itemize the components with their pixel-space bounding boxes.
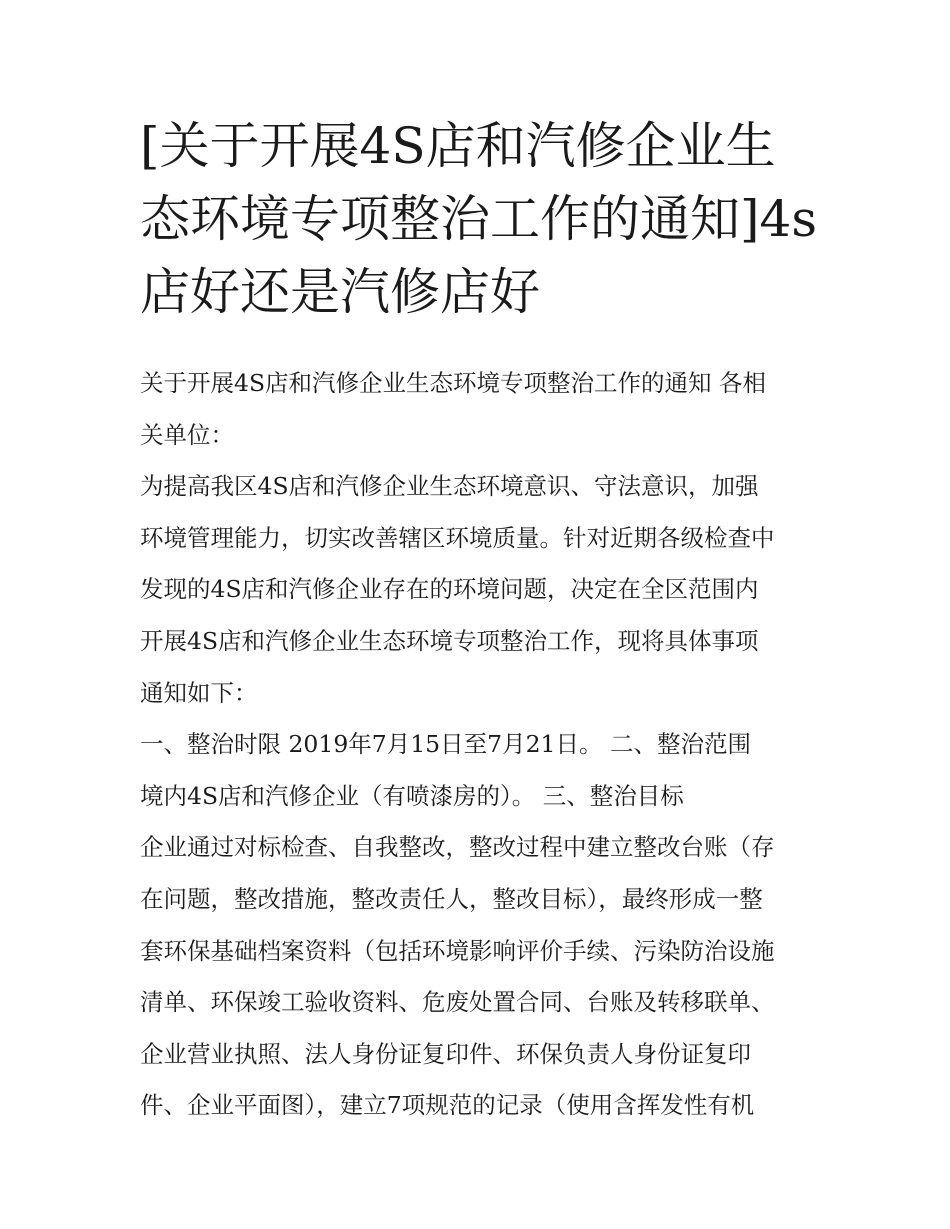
document-body: [140, 358, 830, 1132]
body-line: 清单、环保竣工验收资料、危废处置合同、台账及转移联单、: [140, 988, 775, 1017]
title-line: 态环境专项整治工作的通知]4s: [140, 190, 817, 248]
body-line: 开展4S店和汽修企业生态环境专项整治工作，现将具体事项: [140, 626, 759, 655]
document-title: [140, 110, 830, 329]
body-line: 件、企业平面图），建立7项规范的记录（使用含挥发性有机: [140, 1091, 755, 1120]
title-line: [关于开展4S店和汽修企业生: [140, 117, 776, 175]
body-line: 套环保基础档案资料（包括环境影响评价手续、污染防治设施: [140, 936, 775, 965]
body-line: 一、整治时限 2019年7月15日至7月21日。 二、整治范围: [140, 730, 751, 759]
body-line: 企业通过对标检查、自我整改，整改过程中建立整改台账（存: [140, 833, 775, 862]
body-line: 关于开展4S店和汽修企业生态环境专项整治工作的通知 各相: [140, 369, 767, 397]
body-line: 环境管理能力，切实改善辖区环境质量。针对近期各级检查中: [140, 523, 775, 552]
body-line: 境内4S店和汽修企业（有喷漆房的）。 三、整治目标: [140, 781, 684, 810]
body-line: 发现的4S店和汽修企业存在的环境问题，决定在全区范围内: [140, 575, 759, 604]
body-line: 企业营业执照、法人身份证复印件、环保负责人身份证复印: [140, 1039, 751, 1068]
body-line: 为提高我区4S店和汽修企业生态环境意识、守法意识，加强: [140, 472, 759, 501]
body-line: 通知如下：: [140, 678, 258, 707]
body-line: 关单位：: [140, 420, 234, 449]
title-line: 店好还是汽修店好: [140, 263, 540, 321]
body-line: 在问题，整改措施，整改责任人，整改目标），最终形成一整: [140, 884, 763, 913]
